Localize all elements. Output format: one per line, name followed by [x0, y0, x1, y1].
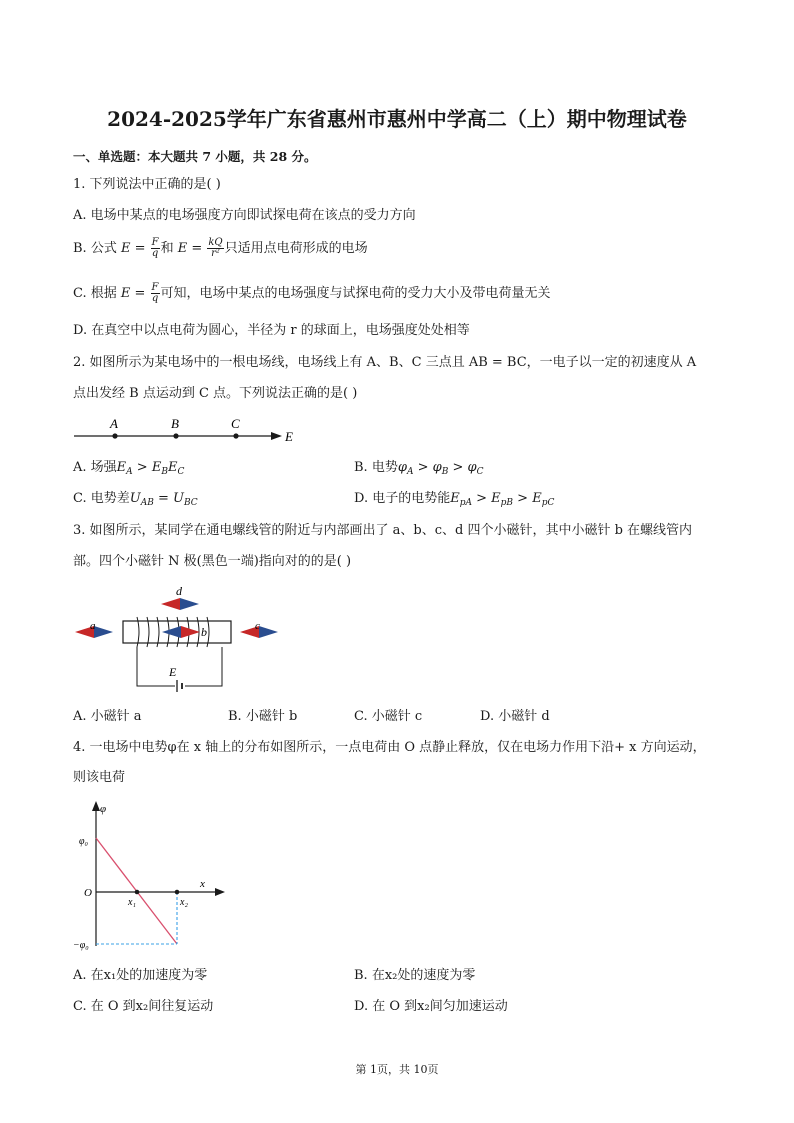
- point-c-label: C: [231, 416, 240, 431]
- q2-stem-line1: 2. 如图所示为某电场中的一根电场线，电场线上有 A、B、C 三点且 AB = BC，一电子以一定的初速度从 A: [73, 355, 697, 370]
- q4-stem-line1: 4. 一电场中电势φ在 x 轴上的分布如图所示，一点电荷由 O 点静止释放，仅在电场力作用下沿+ x 方向运动，: [73, 740, 706, 755]
- q2-option-d: D. 电子的电势能$E_{pA} > E_{pB} > E_{pC}$: [354, 491, 555, 508]
- battery-e-label: E: [169, 665, 177, 679]
- q4-option-a: A. 在x₁处的加速度为零: [73, 968, 208, 983]
- q1-option-a: A. 电场中某点的电场强度方向即试探电荷在该点的受力方向: [73, 208, 416, 223]
- fraction-kq-over-r2: $\frac{kQ}{\text{r²}}$: [208, 237, 223, 259]
- phi-axis-arrow-icon: [92, 801, 100, 811]
- phi-axis-label: φ: [100, 803, 107, 815]
- q3-option-c: C. 小磁针 c: [354, 709, 423, 724]
- magnet-d-label: d: [176, 584, 182, 598]
- magnet-c-label: c: [255, 620, 260, 632]
- phi0-label: φ₀: [79, 836, 89, 847]
- q2-stem-line2: 点出发经 B 点运动到 C 点。下列说法正确的是( ): [73, 386, 358, 401]
- magnet-b-label: b: [201, 625, 207, 639]
- x1-label: x₁: [128, 897, 136, 908]
- q2-option-a: A. 场强$E_A > E_BE_C$: [73, 460, 185, 477]
- q4-option-d: D. 在 O 到x₂间匀加速运动: [354, 999, 508, 1014]
- neg-phi0-label: −φ₀: [73, 940, 89, 951]
- x1-dot: [135, 890, 140, 895]
- x-axis-arrow-icon: [215, 888, 225, 896]
- magnet-a-label: a: [90, 620, 96, 632]
- q3-option-b: B. 小磁针 b: [228, 709, 298, 724]
- page-footer: 第 1页，共 10页: [355, 1063, 439, 1076]
- x2-dot: [175, 890, 180, 895]
- q3-stem-line2: 部。四个小磁针 N 极(黑色一端)指向对的的是( ): [73, 554, 352, 569]
- fraction-f-over-q: $\frac{F}{q}$: [151, 237, 159, 259]
- fraction-f-over-q: $\frac{F}{q}$: [151, 282, 159, 304]
- q1-option-d: D. 在真空中以点电荷为圆心，半径为 r 的球面上，电场强度处处相等: [73, 323, 470, 338]
- q1-option-b: B. 公式 E = $\frac{F}{q}$ 和 E = $\frac{kQ}{\text{r²}}$ 只适用点电荷形成的电场: [73, 237, 368, 259]
- x2-label: x₂: [180, 897, 188, 908]
- q3-option-d: D. 小磁针 d: [480, 709, 550, 724]
- q1-stem: 1. 下列说法中正确的是( ): [73, 177, 221, 192]
- field-e-label: E: [285, 429, 293, 444]
- q4-option-c: C. 在 O 到x₂间往复运动: [73, 999, 214, 1014]
- point-a-label: A: [110, 416, 118, 431]
- q2-option-b: B. 电势$\varphi_A > \varphi_B > \varphi_C$: [354, 460, 484, 477]
- q3-stem-line1: 3. 如图所示，某同学在通电螺线管的附近与内部画出了 a、b、c、d 四个小磁针，其中小磁针 b 在螺线管内: [73, 523, 693, 538]
- q2-option-c: C. 电势差$U_{AB} = U_{BC}$: [73, 491, 198, 508]
- page-title: 2024-2025学年广东省惠州市惠州中学高二（上）期中物理试卷: [107, 107, 687, 131]
- q4-stem-line2: 则该电荷: [73, 770, 126, 785]
- section-heading: 一、单选题：本大题共 7 小题，共 28 分。: [73, 149, 317, 164]
- x-axis-label: x: [200, 878, 205, 890]
- origin-label: O: [84, 887, 92, 899]
- q1-option-c: C. 根据 E = $\frac{F}{q}$ 可知，电场中某点的电场强度与试探电荷的受力大小及带电荷量无关: [73, 282, 551, 304]
- q4-option-b: B. 在x₂处的速度为零: [354, 968, 476, 983]
- point-b-label: B: [171, 416, 179, 431]
- q3-option-a: A. 小磁针 a: [73, 709, 142, 724]
